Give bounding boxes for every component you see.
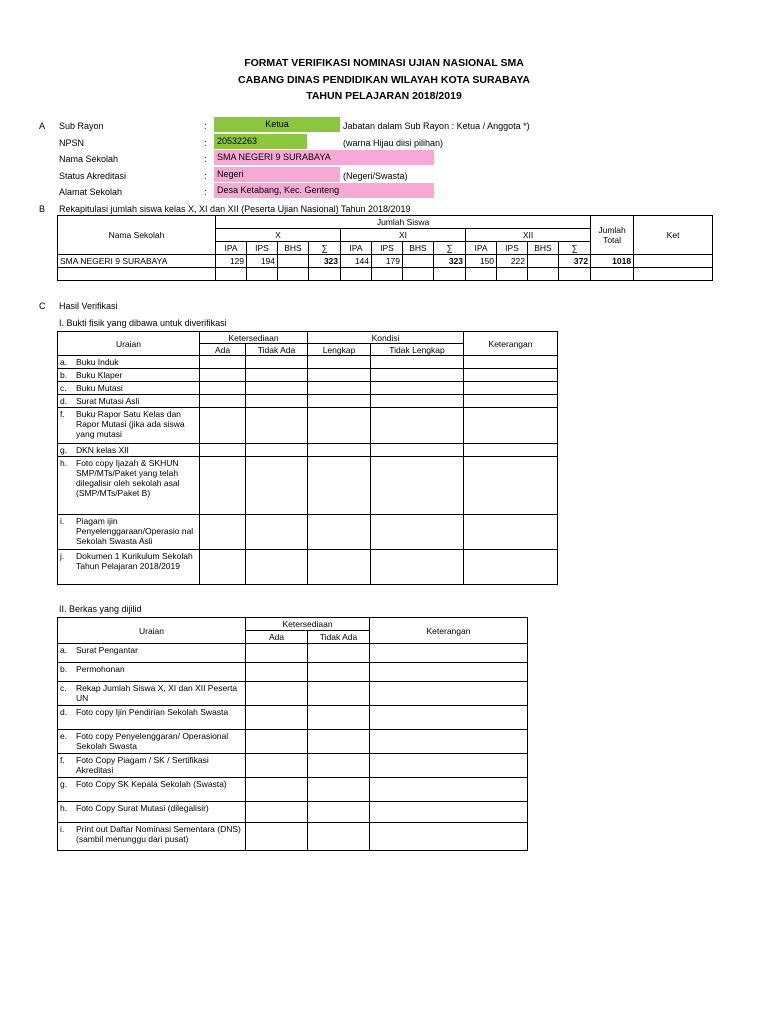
table-row (58, 369, 558, 382)
col-ips: IPS (372, 242, 403, 255)
table-row (58, 356, 558, 369)
check-cell[interactable] (308, 395, 371, 408)
item-key: i. (60, 516, 65, 526)
section-a-marker: A (39, 121, 46, 131)
table-row (58, 457, 558, 515)
item-text: Foto Copy SK Kepala Sekolah (Swasta) (76, 779, 227, 789)
header-line-3: TAHUN PELAJARAN 2018/2019 (306, 90, 462, 102)
cell-xi-bhs (403, 255, 434, 268)
item-key: c. (60, 383, 67, 393)
check-cell[interactable] (308, 550, 371, 585)
section-c-marker: C (39, 301, 46, 311)
check-cell[interactable] (370, 663, 528, 682)
col-ips: IPS (247, 242, 278, 255)
check-cell[interactable] (308, 369, 371, 382)
sub-rayon-note: Jabatan dalam Sub Rayon : Ketua / Anggota *) (343, 121, 530, 131)
check-cell[interactable] (464, 457, 558, 515)
col-ketersediaan: Ketersediaan (200, 332, 308, 344)
cell-x-sum: 323 (309, 255, 341, 268)
cell-ket (634, 255, 713, 268)
table-row (58, 255, 713, 268)
colon: : (204, 154, 207, 164)
uraian-cell (58, 369, 200, 382)
table-row (58, 754, 528, 778)
check-cell[interactable] (246, 395, 308, 408)
col-bhs: BHS (278, 242, 309, 255)
col-grade-xi: XI (341, 229, 466, 242)
check-cell[interactable] (246, 644, 308, 663)
uraian-cell (58, 550, 200, 585)
cell-x-ips: 194 (247, 255, 278, 268)
table-row (58, 515, 558, 550)
col-ada: Ada (246, 631, 308, 644)
check-cell[interactable] (200, 550, 246, 585)
check-cell[interactable] (200, 369, 246, 382)
colon: : (204, 187, 207, 197)
check-cell[interactable] (464, 550, 558, 585)
col-lengkap: Lengkap (308, 344, 371, 356)
check-cell[interactable] (464, 395, 558, 408)
item-text: Buku Rapor Satu Kelas dan Rapor Mutasi (jika ada siswa yang mutasi (76, 409, 185, 439)
item-text: Piagam ijin Penyelenggaraan/Operasio nal Sekolah Swasta Asli (76, 516, 194, 546)
check-cell[interactable] (246, 550, 308, 585)
check-cell[interactable] (200, 457, 246, 515)
uraian-cell (58, 515, 200, 550)
check-cell[interactable] (246, 369, 308, 382)
col-ketersediaan: Ketersediaan (246, 618, 370, 631)
uraian-cell (58, 778, 246, 802)
table-row (58, 802, 528, 823)
uraian-cell (58, 382, 200, 395)
item-key: f. (60, 409, 65, 419)
check-cell[interactable] (308, 730, 370, 754)
cell-xii-sum: 372 (559, 255, 591, 268)
table-row (58, 395, 558, 408)
section-c-title: Hasil Verifikasi (59, 301, 118, 311)
item-key: b. (60, 664, 68, 674)
check-cell[interactable] (308, 682, 370, 706)
table-row (58, 644, 528, 663)
status-akreditasi-label: Status Akreditasi (59, 171, 127, 181)
item-text: Surat Mutasi Asli (76, 396, 140, 406)
col-bhs: BHS (528, 242, 559, 255)
npsn-label: NPSN (59, 138, 85, 148)
check-cell[interactable] (371, 382, 464, 395)
part1-title: I. Bukti fisik yang dibawa untuk diverifikasi (59, 318, 227, 328)
col-keterangan: Keterangan (370, 618, 528, 644)
check-cell[interactable] (370, 823, 528, 851)
check-cell[interactable] (308, 444, 371, 457)
check-cell[interactable] (370, 644, 528, 663)
cell-xii-ips: 222 (497, 255, 528, 268)
status-note: (Negeri/Swasta) (343, 171, 408, 181)
table-row (58, 382, 558, 395)
item-text: Buku Induk (76, 357, 119, 367)
col-sum: ∑ (434, 242, 466, 255)
check-cell[interactable] (464, 515, 558, 550)
part2-title: II. Berkas yang dijilid (59, 604, 142, 614)
table-row (58, 706, 528, 730)
section-b-marker: B (39, 204, 46, 214)
check-cell[interactable] (246, 356, 308, 369)
cell-xi-ips: 179 (372, 255, 403, 268)
col-grade-x: X (216, 229, 341, 242)
uraian-cell (58, 395, 200, 408)
col-ipa: IPA (341, 242, 372, 255)
col-ipa: IPA (466, 242, 497, 255)
uraian-cell (58, 663, 246, 682)
status-akreditasi-field[interactable]: Negeri (214, 167, 340, 182)
uraian-cell (58, 644, 246, 663)
check-cell[interactable] (464, 356, 558, 369)
item-text: Surat Pengantar (76, 645, 138, 655)
check-cell[interactable] (371, 408, 464, 444)
check-cell[interactable] (246, 802, 308, 823)
check-cell[interactable] (370, 730, 528, 754)
col-jumlah-total: Jumlah Total (591, 216, 634, 255)
npsn-note: (warna Hijau diisi pilihan) (343, 138, 444, 148)
uraian-cell (58, 682, 246, 706)
check-cell[interactable] (308, 515, 371, 550)
table-row (58, 444, 558, 457)
col-ips: IPS (497, 242, 528, 255)
check-cell[interactable] (308, 754, 370, 778)
item-key: h. (60, 803, 68, 813)
uraian-cell (58, 444, 200, 457)
check-cell[interactable] (200, 395, 246, 408)
item-text: Foto Copy Piagam / SK / Sertifikasi Akreditasi (76, 755, 209, 775)
uraian-cell (58, 408, 200, 444)
check-cell[interactable] (371, 515, 464, 550)
col-bhs: BHS (403, 242, 434, 255)
item-text: DKN kelas XII (76, 445, 129, 455)
uraian-cell (58, 754, 246, 778)
item-key: g. (60, 779, 68, 789)
check-cell[interactable] (370, 682, 528, 706)
check-cell[interactable] (308, 356, 371, 369)
table-row (58, 550, 558, 585)
col-kondisi: Kondisi (308, 332, 464, 344)
item-text: Foto Copy Surat Mutasi (dilegalisir) (76, 803, 209, 813)
col-sum: ∑ (559, 242, 591, 255)
check-cell[interactable] (370, 754, 528, 778)
item-key: c. (60, 683, 67, 693)
item-key: a. (60, 645, 68, 655)
berkas-jilid-table (57, 617, 528, 851)
item-text: Print out Daftar Nominasi Sementara (DNS) (sambil menunggu dari pusat) (76, 824, 241, 844)
check-cell[interactable] (246, 823, 308, 851)
check-cell[interactable] (308, 457, 371, 515)
table-row (58, 778, 528, 802)
check-cell[interactable] (246, 444, 308, 457)
item-text: Dokumen 1 Kurikulum Sekolah Tahun Pelajaran 2018/2019 (76, 551, 193, 571)
table-row (58, 663, 528, 682)
item-key: g. (60, 445, 68, 455)
check-cell[interactable] (246, 382, 308, 395)
col-ipa: IPA (216, 242, 247, 255)
item-key: a. (60, 357, 68, 367)
table-row (58, 730, 528, 754)
item-text: Foto copy Penyelenggaran/ Operasional Sekolah Swasta (76, 731, 229, 751)
check-cell[interactable] (308, 706, 370, 730)
sub-rayon-field[interactable]: Ketua (214, 117, 340, 132)
check-cell[interactable] (246, 754, 308, 778)
check-cell[interactable] (200, 444, 246, 457)
item-key: f. (60, 755, 65, 765)
colon: : (204, 121, 207, 131)
item-key: e. (60, 731, 68, 741)
check-cell[interactable] (371, 444, 464, 457)
uraian-cell (58, 823, 246, 851)
table-row (58, 823, 528, 851)
check-cell[interactable] (200, 408, 246, 444)
check-cell[interactable] (308, 778, 370, 802)
check-cell[interactable] (246, 730, 308, 754)
uraian-cell (58, 457, 200, 515)
check-cell[interactable] (464, 369, 558, 382)
col-ada: Ada (200, 344, 246, 356)
section-b-title: Rekapitulasi jumlah siswa kelas X, XI dan XII (Peserta Ujian Nasional) Tahun 2018/2019 (59, 204, 411, 214)
col-tidak-ada: Tidak Ada (246, 344, 308, 356)
npsn-field[interactable]: 20532263 (214, 134, 307, 149)
check-cell[interactable] (371, 369, 464, 382)
item-text: Rekap Jumlah Siswa X, XI dan XII Peserta UN (76, 683, 238, 703)
header-line-1: FORMAT VERIFIKASI NOMINASI UJIAN NASIONAL SMA (244, 57, 524, 69)
nama-sekolah-field[interactable]: SMA NEGERI 9 SURABAYA (214, 150, 434, 165)
check-cell[interactable] (246, 408, 308, 444)
item-text: Permohonan (76, 664, 125, 674)
cell-xi-ipa: 144 (341, 255, 372, 268)
col-tidak-lengkap: Tidak Lengkap (371, 344, 464, 356)
uraian-cell (58, 730, 246, 754)
item-text: Buku Klaper (76, 370, 123, 380)
check-cell[interactable] (370, 706, 528, 730)
col-uraian: Uraian (58, 332, 200, 356)
col-keterangan: Keterangan (464, 332, 558, 356)
cell-total: 1018 (591, 255, 634, 268)
check-cell[interactable] (246, 663, 308, 682)
check-cell[interactable] (371, 457, 464, 515)
alamat-sekolah-field[interactable]: Desa Ketabang, Kec. Genteng (214, 183, 434, 198)
check-cell[interactable] (246, 682, 308, 706)
table-row (58, 408, 558, 444)
table-row (58, 268, 713, 281)
col-ket: Ket (634, 216, 713, 255)
sub-rayon-label: Sub Rayon (59, 121, 104, 131)
col-tidak-ada: Tidak Ada (308, 631, 370, 644)
col-nama-sekolah: Nama Sekolah (58, 216, 216, 255)
colon: : (204, 138, 207, 148)
item-key: h. (60, 458, 68, 468)
item-key: j. (60, 551, 65, 561)
header-line-2: CABANG DINAS PENDIDIKAN WILAYAH KOTA SURABAYA (238, 74, 530, 86)
rekap-table (57, 215, 713, 281)
nama-sekolah-label: Nama Sekolah (59, 154, 119, 164)
item-text: Foto copy Ijazah & SKHUN SMP/MTs/Paket yang telah dilegalisir oleh sekolah asal (SMP/MTs/Paket B) (76, 458, 180, 498)
check-cell[interactable] (464, 444, 558, 457)
check-cell[interactable] (371, 356, 464, 369)
item-key: b. (60, 370, 68, 380)
check-cell[interactable] (371, 550, 464, 585)
col-jumlah-siswa: Jumlah Siswa (216, 216, 591, 229)
check-cell[interactable] (308, 644, 370, 663)
check-cell[interactable] (464, 408, 558, 444)
item-key: d. (60, 707, 68, 717)
uraian-cell (58, 356, 200, 369)
check-cell[interactable] (308, 382, 371, 395)
item-key: d. (60, 396, 68, 406)
bukti-fisik-table (57, 331, 558, 585)
check-cell[interactable] (246, 457, 308, 515)
check-cell[interactable] (246, 515, 308, 550)
col-uraian: Uraian (58, 618, 246, 644)
cell-xi-sum: 323 (434, 255, 466, 268)
uraian-cell (58, 802, 246, 823)
item-text: Foto copy Ijin Pendirian Sekolah Swasta (76, 707, 229, 717)
check-cell[interactable] (200, 382, 246, 395)
cell-nama: SMA NEGERI 9 SURABAYA (58, 255, 216, 268)
check-cell[interactable] (370, 778, 528, 802)
check-cell[interactable] (200, 515, 246, 550)
cell-xii-bhs (528, 255, 559, 268)
colon: : (204, 171, 207, 181)
check-cell[interactable] (308, 802, 370, 823)
table-row (58, 682, 528, 706)
cell-x-bhs (278, 255, 309, 268)
col-grade-xii: XII (466, 229, 591, 242)
alamat-sekolah-label: Alamat Sekolah (59, 187, 123, 197)
check-cell[interactable] (308, 408, 371, 444)
col-sum: ∑ (309, 242, 341, 255)
check-cell[interactable] (308, 823, 370, 851)
item-key: i. (60, 824, 65, 834)
check-cell[interactable] (200, 356, 246, 369)
item-text: Buku Mutasi (76, 383, 123, 393)
uraian-cell (58, 706, 246, 730)
check-cell[interactable] (371, 395, 464, 408)
check-cell[interactable] (246, 778, 308, 802)
check-cell[interactable] (308, 663, 370, 682)
cell-xii-ipa: 150 (466, 255, 497, 268)
check-cell[interactable] (464, 382, 558, 395)
check-cell[interactable] (370, 802, 528, 823)
check-cell[interactable] (246, 706, 308, 730)
cell-x-ipa: 129 (216, 255, 247, 268)
